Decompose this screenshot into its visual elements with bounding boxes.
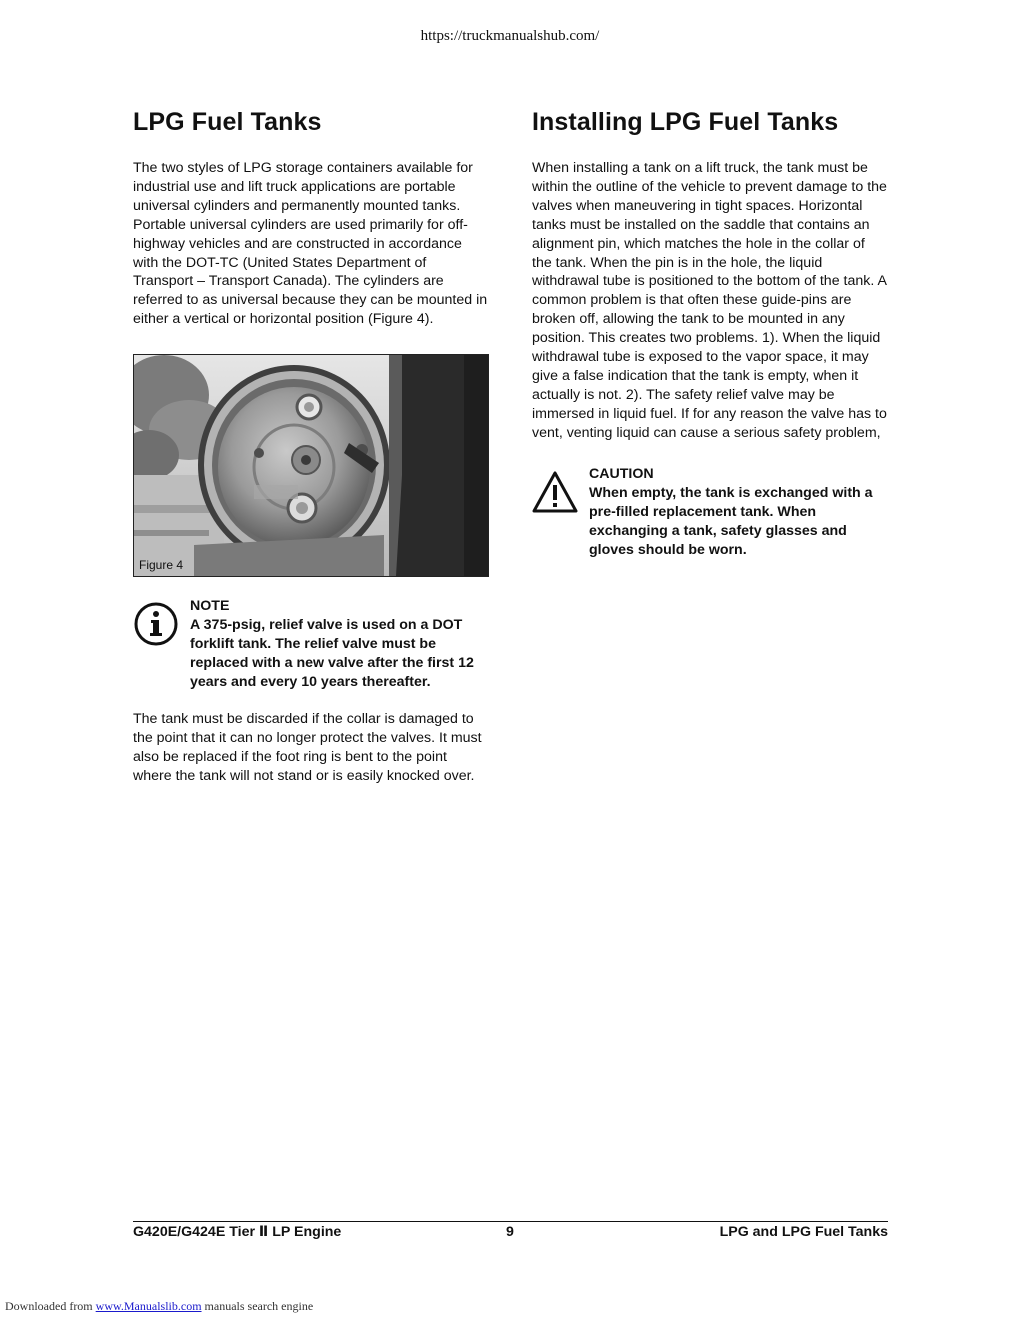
footer-page-number: 9 xyxy=(506,1224,514,1240)
right-column xyxy=(532,108,888,560)
footer-section-title: LPG and LPG Fuel Tanks xyxy=(719,1224,888,1240)
warning-icon xyxy=(532,469,578,515)
header-url: https://truckmanualshub.com/ xyxy=(420,28,600,44)
download-suffix: manuals search engine xyxy=(201,1299,314,1313)
caution-body: When empty, the tank is exchanged with a pre-filled replacement tank. When exchanging a tank, safety glasses and gloves should be worn. xyxy=(589,484,873,558)
caution-title: CAUTION xyxy=(589,465,654,482)
footer-engine-title: G420E/G424E Tier Ⅱ LP Engine xyxy=(133,1224,342,1240)
download-prefix: Downloaded from xyxy=(5,1299,96,1313)
installing-paragraph: When installing a tank on a lift truck, the tank must be within the outline of the vehicle to prevent damage to the valves when maneuvering in tight spaces. Horizontal tanks must be installed on the saddle that contains an alignment pin, which matches the hole in the collar of the tank. When the pin is in the hole, the liquid withdrawal tube is positioned to the bottom of the tank. A common problem is that often these guide-pins are broken off, allowing the tank to be mounted in any position. This creates two problems. 1). When the liquid withdrawal tube is exposed to the vapor space, it may give a false indication that the tank is empty, when it actually is not. 2). The safety relief valve may be immersed in liquid fuel. If for any reason the valve has to vent, venting liquid can cause a serious safety problem, xyxy=(532,160,887,441)
caution-callout xyxy=(532,465,888,560)
note-body: A 375-psig, relief valve is used on a DOT forklift tank. The relief valve must be replaced with a new valve after the first 12 years and every 10 years thereafter. xyxy=(190,617,474,691)
footer-rule xyxy=(133,1221,888,1222)
note-callout xyxy=(133,597,489,692)
intro-paragraph: The two styles of LPG storage containers available for industrial use and lift truck applications are portable universal cylinders and permanently mounted tanks. Portable universal cylinders are used primarily for off-highway vehicles and are constructed in accordance with the DOT-TC (United States Department of Transport – Transport Canada). The cylinders are referred to as universal because they can be mounted in either a vertical or horizontal position (Figure 4). xyxy=(133,160,488,328)
left-column xyxy=(133,108,489,786)
discard-paragraph: The tank must be discarded if the collar is damaged to the point that it can no longer protect the valves. It must also be replaced if the foot ring is bent to the point where the tank will not stand or is easily knocked over. xyxy=(133,711,482,784)
figure-4-tank-photo xyxy=(133,354,489,577)
section-title-installing: Installing LPG Fuel Tanks xyxy=(532,108,839,136)
note-title: NOTE xyxy=(190,598,230,615)
download-source xyxy=(5,1299,313,1314)
tank-photo-illustration xyxy=(134,355,488,576)
manualslib-link[interactable]: www.Manualslib.com xyxy=(95,1299,202,1313)
figure-caption: Figure 4 xyxy=(139,558,184,573)
section-title-lpg-fuel-tanks: LPG Fuel Tanks xyxy=(133,108,322,136)
info-icon xyxy=(133,601,179,647)
